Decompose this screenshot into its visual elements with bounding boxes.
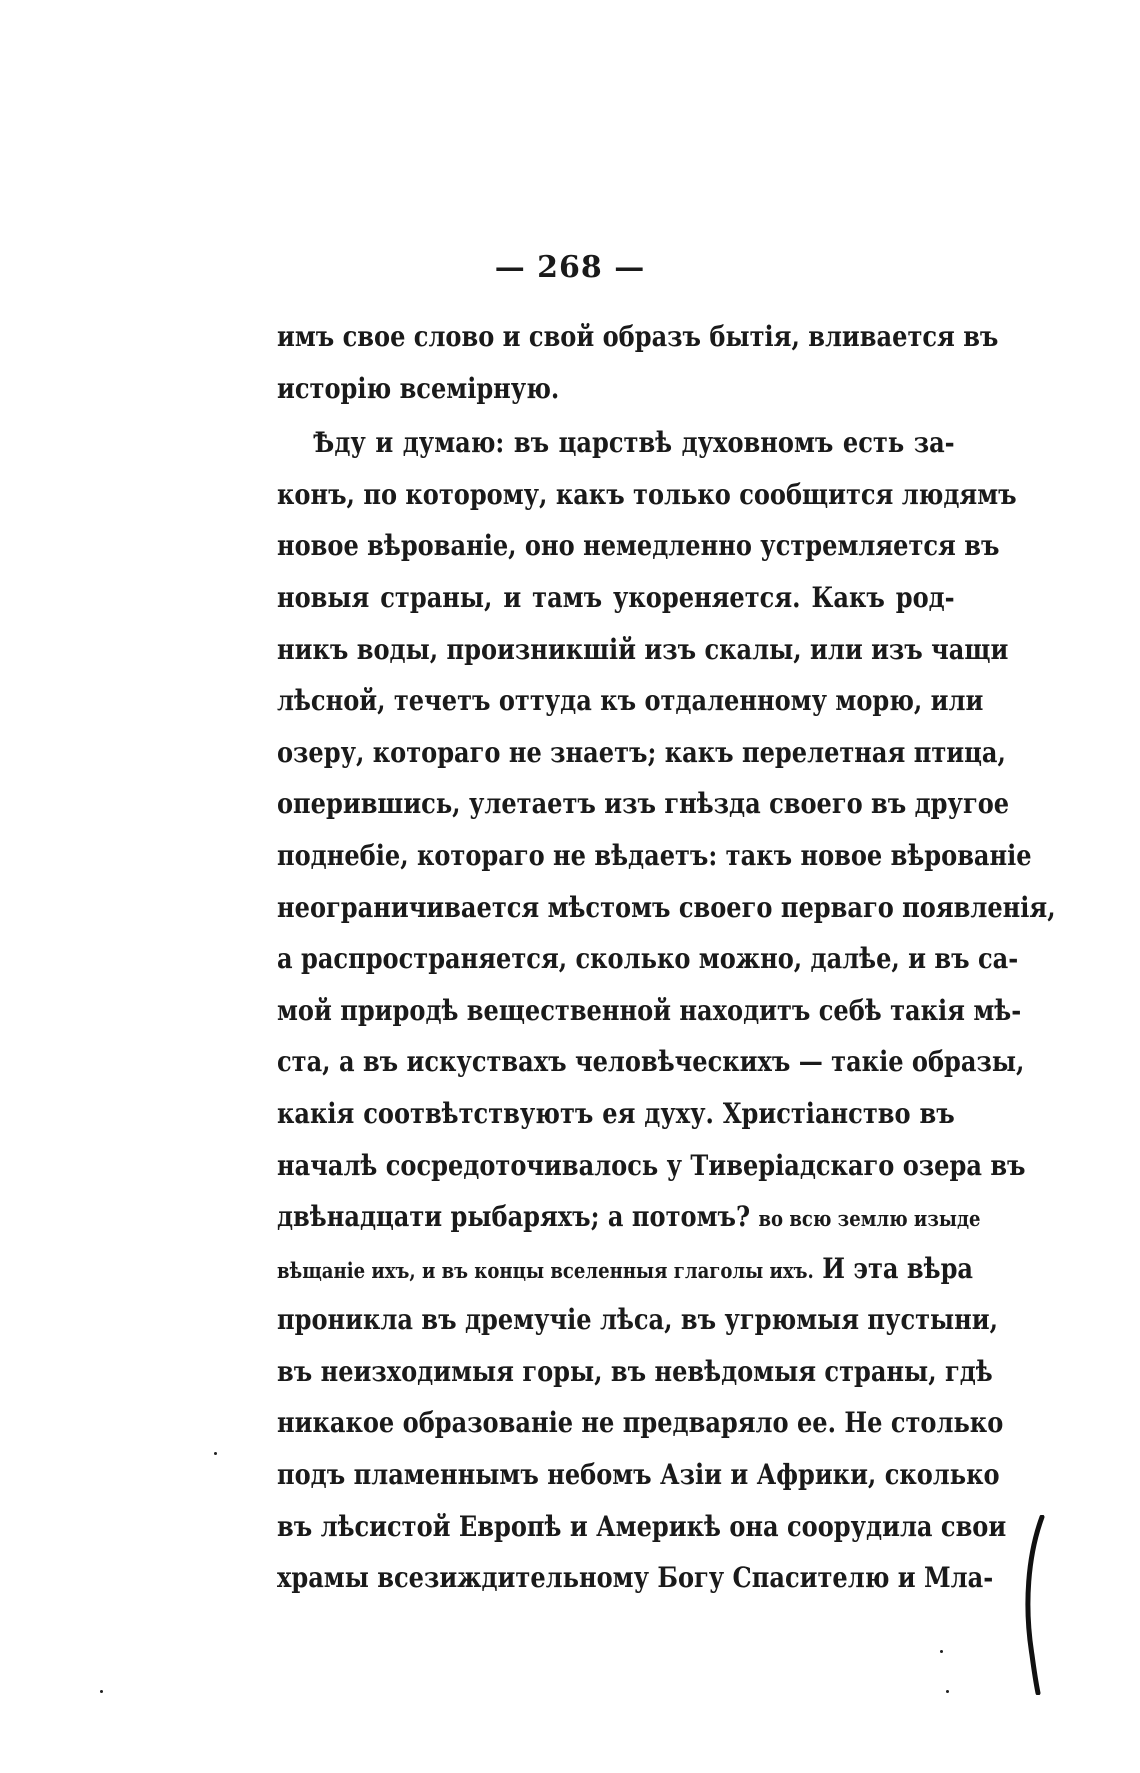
text-line: новыя страны, и тамъ укореняется. Какъ род- bbox=[277, 580, 955, 614]
page-body-text bbox=[277, 311, 1056, 1604]
text-line: подъ пламеннымъ небомъ Азіи и Африки, сколько bbox=[277, 1458, 1000, 1492]
text-line-mixed bbox=[277, 1191, 981, 1243]
text-line: началѣ сосредоточивалось у Тиверіадскаго озера въ bbox=[277, 1148, 1026, 1182]
text-line: ста, а въ искуствахъ человѣческихъ — такіе образы, bbox=[277, 1045, 1025, 1079]
page-number: — 268 — bbox=[494, 250, 646, 285]
speck-mark bbox=[100, 1690, 103, 1693]
page-edge-curve bbox=[1010, 1515, 1050, 1695]
text-normal: двѣнадцати рыбаряхъ; а потомъ? bbox=[277, 1200, 751, 1234]
speck-mark bbox=[946, 1690, 949, 1693]
text-line: въ неизходимыя горы, въ невѣдомыя страны, гдѣ bbox=[277, 1354, 993, 1388]
text-line: лѣсной, течетъ оттуда къ отдаленному морю, или bbox=[277, 684, 984, 718]
text-line: въ лѣсистой Европѣ и Америкѣ она соорудила свои bbox=[277, 1509, 1007, 1543]
paragraph-first-line: Ѣду и думаю: въ царствѣ духовномъ есть за- bbox=[313, 426, 955, 460]
text-line: конъ, по которому, какъ только сообщится людямъ bbox=[277, 477, 1017, 511]
text-line: мой природѣ вещественной находитъ себѣ такія мѣ- bbox=[277, 993, 1022, 1027]
text-line: неограничивается мѣстомъ своего перваго появленія, bbox=[277, 890, 1056, 924]
quotation-small: вѣщаніе ихъ, и въ концы вселенныя глаголы ихъ. bbox=[277, 1257, 814, 1283]
text-line-mixed bbox=[277, 1243, 974, 1295]
speck-mark bbox=[214, 1452, 217, 1455]
text-line: никъ воды, произникшій изъ скалы, или изъ чащи bbox=[277, 632, 1009, 666]
text-line: новое вѣрованіе, оно немедленно устремляется въ bbox=[277, 529, 1000, 563]
text-line: никакое образованіе не предваряло ее. Не столько bbox=[277, 1406, 1004, 1440]
text-line: проникла въ дремучіе лѣса, въ угрюмыя пустыни, bbox=[277, 1303, 999, 1337]
text-line: а распространяется, сколько можно, далѣе, и въ са- bbox=[277, 942, 1019, 976]
speck-mark bbox=[940, 1650, 943, 1653]
text-line: храмы всезиждительному Богу Спасителю и Мла- bbox=[277, 1561, 994, 1595]
text-line: поднебіе, котораго не вѣдаетъ: такъ новое вѣрованіе bbox=[277, 838, 1032, 872]
text-line: имъ свое слово и свой образъ бытія, вливается въ bbox=[277, 320, 999, 353]
text-line: исторію всемірную. bbox=[277, 371, 560, 405]
text-line: какія соотвѣтствуютъ ея духу. Христіанство въ bbox=[277, 1096, 955, 1130]
text-line: озеру, котораго не знаетъ; какъ перелетная птица, bbox=[277, 735, 1006, 769]
text-line: оперившись, улетаетъ изъ гнѣзда своего въ другое bbox=[277, 787, 1010, 821]
quotation-small: во всю землю изыде bbox=[758, 1206, 981, 1232]
text-normal: И эта вѣра bbox=[822, 1251, 974, 1285]
